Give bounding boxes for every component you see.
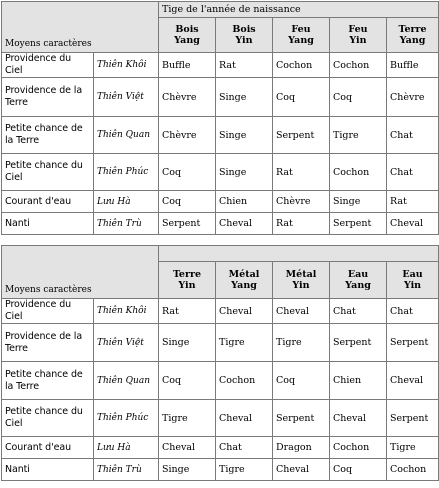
- cell: Cheval: [387, 362, 439, 400]
- trait-name: Petite chance du Ciel: [2, 400, 94, 437]
- viet-name: Thiên Trù: [94, 213, 159, 235]
- cell: Cochon: [216, 362, 273, 400]
- cell: Chat: [216, 437, 273, 459]
- viet-name: Thiên Quan: [94, 117, 159, 154]
- stem-header-blank: [159, 246, 439, 262]
- cell: Serpent: [330, 213, 387, 235]
- cell: Chat: [330, 299, 387, 324]
- cell: Coq: [273, 362, 330, 400]
- cell: Tigre: [216, 324, 273, 362]
- viet-name: Thiên Phúc: [94, 154, 159, 191]
- cell: Coq: [330, 459, 387, 481]
- cell: Dragon: [273, 437, 330, 459]
- table-row: [2, 400, 439, 437]
- cell: Cochon: [330, 53, 387, 78]
- trait-name: Nanti: [2, 459, 94, 481]
- table-row: [2, 459, 439, 481]
- cell: Serpent: [387, 324, 439, 362]
- table-row: [2, 154, 439, 191]
- cell: Chat: [387, 154, 439, 191]
- trait-name: Petite chance du Ciel: [2, 154, 94, 191]
- table-row: [2, 437, 439, 459]
- column-header: Métal Yin: [273, 262, 330, 299]
- table-row: [2, 213, 439, 235]
- cell: Serpent: [159, 213, 216, 235]
- cell: Tigre: [159, 400, 216, 437]
- cell: Cheval: [273, 299, 330, 324]
- cell: Serpent: [387, 400, 439, 437]
- trait-name: Providence de la Terre: [2, 324, 94, 362]
- cell: Singe: [330, 191, 387, 213]
- trait-name: Petite chance de la Terre: [2, 362, 94, 400]
- cell: Chien: [330, 362, 387, 400]
- cell: Chat: [387, 299, 439, 324]
- cell: Cheval: [216, 213, 273, 235]
- table-row: [2, 53, 439, 78]
- cell: Rat: [387, 191, 439, 213]
- cell: Singe: [159, 459, 216, 481]
- cell: Singe: [159, 324, 216, 362]
- cell: Chat: [387, 117, 439, 154]
- cell: Chèvre: [273, 191, 330, 213]
- trait-name: Providence de la Terre: [2, 78, 94, 117]
- table-row: [2, 299, 439, 324]
- column-header: Feu Yang: [273, 18, 330, 53]
- cell: Tigre: [387, 437, 439, 459]
- cell: Singe: [216, 117, 273, 154]
- cell: Serpent: [273, 400, 330, 437]
- cell: Cochon: [273, 53, 330, 78]
- cell: Cheval: [273, 459, 330, 481]
- cell: Cheval: [216, 299, 273, 324]
- cell: Chèvre: [159, 78, 216, 117]
- cell: Buffle: [387, 53, 439, 78]
- trait-name: Petite chance de la Terre: [2, 117, 94, 154]
- cell: Cochon: [387, 459, 439, 481]
- trait-name: Providence du Ciel: [2, 53, 94, 78]
- cell: Chien: [216, 191, 273, 213]
- table-row: [2, 324, 439, 362]
- viet-name: Lưu Hà: [94, 437, 159, 459]
- column-header: Eau Yin: [387, 262, 439, 299]
- table-row: [2, 117, 439, 154]
- viet-name: Thiên Khôi: [94, 299, 159, 324]
- cell: Buffle: [159, 53, 216, 78]
- cell: Coq: [330, 78, 387, 117]
- column-header: Feu Yin: [330, 18, 387, 53]
- trait-name: Nanti: [2, 213, 94, 235]
- viet-name: Thiên Việt: [94, 78, 159, 117]
- cell: Cheval: [387, 213, 439, 235]
- row-header: Moyens caractères: [2, 246, 159, 299]
- viet-name: Thiên Trù: [94, 459, 159, 481]
- trait-name: Providence du Ciel: [2, 299, 94, 324]
- cell: Chèvre: [387, 78, 439, 117]
- viet-name: Thiên Phúc: [94, 400, 159, 437]
- cell: Coq: [273, 78, 330, 117]
- cell: Singe: [216, 78, 273, 117]
- cell: Coq: [159, 362, 216, 400]
- cell: Tigre: [330, 117, 387, 154]
- cell: Chèvre: [159, 117, 216, 154]
- cell: Rat: [216, 53, 273, 78]
- column-header: Métal Yang: [216, 262, 273, 299]
- cell: Serpent: [273, 117, 330, 154]
- cell: Tigre: [216, 459, 273, 481]
- cell: Rat: [273, 213, 330, 235]
- viet-name: Thiên Việt: [94, 324, 159, 362]
- column-header: Eau Yang: [330, 262, 387, 299]
- cell: Tigre: [273, 324, 330, 362]
- table-row: [2, 191, 439, 213]
- table-row: [2, 362, 439, 400]
- cell: Singe: [216, 154, 273, 191]
- cell: Cheval: [216, 400, 273, 437]
- stem-header-title: Tige de l'année de naissance: [159, 2, 439, 18]
- column-header: Terre Yang: [387, 18, 439, 53]
- cell: Cheval: [330, 400, 387, 437]
- birth-stem-table-2: [1, 245, 439, 481]
- birth-stem-table-1: [1, 1, 439, 235]
- cell: Cochon: [330, 437, 387, 459]
- cell: Cochon: [330, 154, 387, 191]
- viet-name: Lưu Hà: [94, 191, 159, 213]
- cell: Coq: [159, 154, 216, 191]
- cell: Serpent: [330, 324, 387, 362]
- table-row: [2, 78, 439, 117]
- cell: Rat: [159, 299, 216, 324]
- cell: Cheval: [159, 437, 216, 459]
- column-header: Bois Yang: [159, 18, 216, 53]
- trait-name: Courant d'eau: [2, 191, 94, 213]
- cell: Rat: [273, 154, 330, 191]
- cell: Coq: [159, 191, 216, 213]
- viet-name: Thiên Quan: [94, 362, 159, 400]
- trait-name: Courant d'eau: [2, 437, 94, 459]
- row-header: Moyens caractères: [2, 2, 159, 53]
- column-header: Bois Yin: [216, 18, 273, 53]
- column-header: Terre Yin: [159, 262, 216, 299]
- viet-name: Thiên Khôi: [94, 53, 159, 78]
